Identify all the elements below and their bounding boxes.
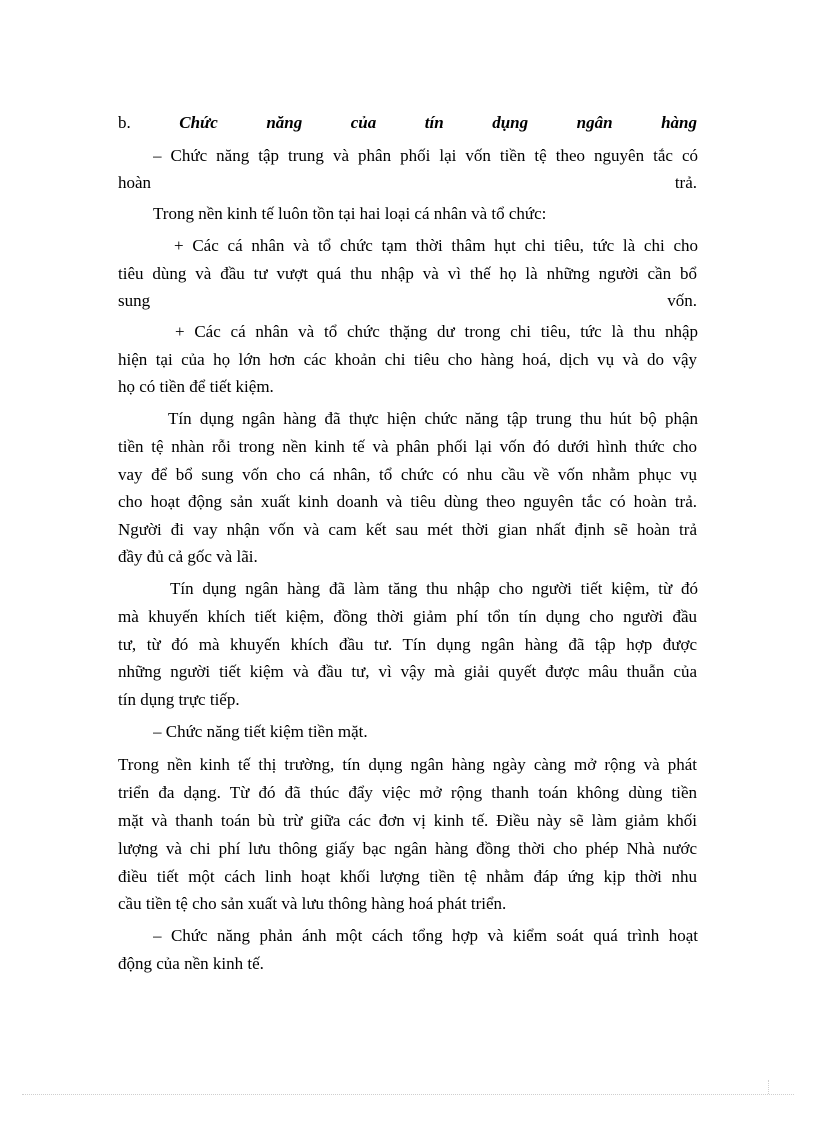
paragraph-line bbox=[118, 173, 697, 193]
paragraph-line: những người tiết kiệm và đầu tư, vì vậy mà giải quyết được mâu thuẫn của bbox=[118, 662, 697, 681]
paragraph-line: động của nền kinh tế. bbox=[118, 954, 264, 973]
paragraph-line: họ có tiền để tiết kiệm. bbox=[118, 377, 274, 396]
paragraph-line: Tín dụng ngân hàng đã thực hiện chức năng tập trung thu hút bộ phận bbox=[168, 409, 698, 428]
paragraph-line: mà khuyến khích tiết kiệm, đồng thời giảm phí tổn tín dụng cho người đầu bbox=[118, 607, 697, 626]
section-heading bbox=[118, 113, 697, 133]
paragraph-line: + Các cá nhân và tổ chức thặng dư trong chi tiêu, tức là thu nhập bbox=[175, 322, 698, 341]
paragraph-line: tiền tệ nhàn rỗi trong nền kinh tế và phân phối lại vốn đó dưới hình thức cho bbox=[118, 437, 697, 456]
heading-word: Chức bbox=[179, 113, 218, 132]
paragraph-line: Trong nền kinh tế thị trường, tín dụng ngân hàng ngày càng mở rộng và phát bbox=[118, 755, 697, 774]
paragraph-line: + Các cá nhân và tổ chức tạm thời thâm hụt chi tiêu, tức là chi cho bbox=[174, 236, 698, 255]
paragraph-line: tiêu dùng và đầu tư vượt quá thu nhập và vì thế họ là những người cần bổ bbox=[118, 264, 697, 283]
line-end-word: trả. bbox=[674, 173, 697, 192]
paragraph-line: mặt và thanh toán bù trừ giữa các đơn vị kinh tế. Điều này sẽ làm giảm khối bbox=[118, 811, 697, 830]
paragraph-line: đầy đủ cả gốc và lãi. bbox=[118, 547, 258, 566]
paragraph-line: tín dụng trực tiếp. bbox=[118, 690, 240, 709]
paragraph-line: cầu tiền tệ cho sản xuất và lưu thông hàng hoá phát triển. bbox=[118, 894, 507, 913]
paragraph-line: triển đa dạng. Từ đó đã thúc đẩy việc mở rộng thanh toán không dùng tiền bbox=[118, 783, 697, 802]
heading-word: năng bbox=[266, 113, 303, 132]
page-corner-mark bbox=[768, 1080, 769, 1094]
paragraph-line: – Chức năng tập trung và phân phối lại vốn tiền tệ theo nguyên tắc có bbox=[153, 146, 698, 165]
paragraph-line: Trong nền kinh tế luôn tồn tại hai loại cá nhân và tổ chức: bbox=[153, 204, 547, 223]
paragraph-line: vay để bổ sung vốn cho cá nhân, tổ chức có nhu cầu về vốn nhằm phục vụ bbox=[118, 465, 697, 484]
heading-word: của bbox=[350, 113, 377, 132]
line-end-word: vốn. bbox=[667, 291, 697, 310]
paragraph-line: – Chức năng tiết kiệm tiền mặt. bbox=[153, 722, 368, 741]
line-start-word: sung bbox=[118, 291, 151, 310]
paragraph-line: cho hoạt động sản xuất kinh doanh và tiêu dùng theo nguyên tắc có hoàn trả. bbox=[118, 492, 697, 511]
paragraph-line: điều tiết một cách linh hoạt khối lượng tiền tệ nhằm đáp ứng kịp thời nhu bbox=[118, 867, 697, 886]
heading-word: tín bbox=[424, 113, 444, 132]
paragraph-line bbox=[118, 291, 697, 311]
heading-word: hàng bbox=[661, 113, 697, 132]
heading-word: b. bbox=[118, 113, 131, 132]
paragraph-line: tư, từ đó mà khuyến khích đầu tư. Tín dụng ngân hàng đã tập hợp được bbox=[118, 635, 697, 654]
paragraph-line: – Chức năng phản ánh một cách tổng hợp và kiểm soát quá trình hoạt bbox=[153, 926, 698, 945]
page-footer-rule bbox=[22, 1094, 794, 1095]
line-start-word: hoàn bbox=[118, 173, 152, 192]
paragraph-line: Người đi vay nhận vốn và cam kết sau mét thời gian nhất định sẽ hoàn trả bbox=[118, 520, 697, 539]
paragraph-line: hiện tại của họ lớn hơn các khoản chi tiêu cho hàng hoá, dịch vụ và do vậy bbox=[118, 350, 697, 369]
heading-word: ngân bbox=[576, 113, 613, 132]
paragraph-line: lượng và chi phí lưu thông giấy bạc ngân hàng đồng thời cho phép Nhà nước bbox=[118, 839, 697, 858]
heading-word: dụng bbox=[492, 113, 529, 132]
paragraph-line: Tín dụng ngân hàng đã làm tăng thu nhập cho người tiết kiệm, từ đó bbox=[170, 579, 698, 598]
